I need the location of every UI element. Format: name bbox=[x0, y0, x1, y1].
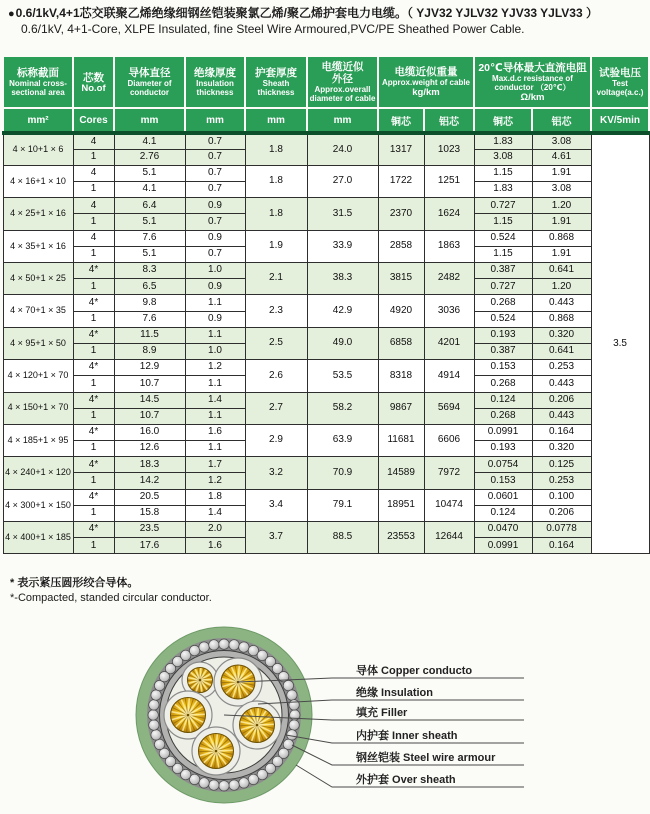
cell-sheath: 3.4 bbox=[245, 489, 307, 521]
cell-res-cu: 0.387 bbox=[474, 343, 532, 359]
cell-diameter: 10.7 bbox=[114, 408, 185, 424]
cell-res-cu: 1.15 bbox=[474, 246, 532, 262]
cell-res-cu: 0.193 bbox=[474, 441, 532, 457]
label-steel-wire-armour: 钢丝铠装 Steel wire armour bbox=[356, 752, 496, 764]
cell-res-cu: 1.83 bbox=[474, 133, 532, 149]
cell-res-al: 0.443 bbox=[532, 376, 591, 392]
cell-overall-diameter: 33.9 bbox=[307, 230, 378, 262]
unit-kv: KV/5min bbox=[591, 108, 649, 133]
cell-cores: 1 bbox=[73, 246, 114, 262]
cell-cores: 1 bbox=[73, 505, 114, 521]
cell-diameter: 12.9 bbox=[114, 360, 185, 376]
cell-weight-cu: 2858 bbox=[378, 230, 424, 262]
cell-insulation: 0.7 bbox=[185, 246, 245, 262]
cell-cores: 1 bbox=[73, 441, 114, 457]
cell-insulation: 1.8 bbox=[185, 489, 245, 505]
title-line-en: 0.6/1kV, 4+1-Core, XLPE Insulated, fine Steel Wire Armoured,PVC/PE Sheathed Power Cable. bbox=[21, 22, 525, 36]
cell-weight-al: 4201 bbox=[424, 327, 474, 359]
cell-diameter: 8.9 bbox=[114, 343, 185, 359]
cell-res-cu: 0.124 bbox=[474, 392, 532, 408]
cell-res-al: 0.641 bbox=[532, 343, 591, 359]
cell-test-voltage: 3.5 bbox=[591, 133, 649, 554]
table-row bbox=[3, 457, 649, 473]
cell-diameter: 14.5 bbox=[114, 392, 185, 408]
cell-cores: 4 bbox=[73, 198, 114, 214]
cell-weight-al: 7972 bbox=[424, 457, 474, 489]
table-row bbox=[3, 327, 649, 343]
cell-weight-al: 6606 bbox=[424, 424, 474, 456]
col-insulation-thickness: 绝缘厚度 Insulation thickness bbox=[185, 56, 245, 108]
cell-cores: 4* bbox=[73, 489, 114, 505]
table-row bbox=[3, 230, 649, 246]
cell-sheath: 2.9 bbox=[245, 424, 307, 456]
cell-res-al: 3.08 bbox=[532, 133, 591, 149]
cell-insulation: 1.1 bbox=[185, 408, 245, 424]
cell-res-cu: 1.83 bbox=[474, 182, 532, 198]
cell-area: 4 × 150+1 × 70 bbox=[3, 392, 73, 424]
cell-sheath: 2.5 bbox=[245, 327, 307, 359]
cell-insulation: 0.7 bbox=[185, 165, 245, 181]
table-row bbox=[3, 295, 649, 311]
cell-sheath: 1.8 bbox=[245, 165, 307, 197]
cell-res-al: 0.868 bbox=[532, 311, 591, 327]
cell-insulation: 0.7 bbox=[185, 133, 245, 149]
cell-res-cu: 3.08 bbox=[474, 149, 532, 165]
unit-mm-4: mm bbox=[307, 108, 378, 133]
cell-res-al: 0.320 bbox=[532, 441, 591, 457]
cell-insulation: 1.1 bbox=[185, 295, 245, 311]
cell-res-al: 0.253 bbox=[532, 473, 591, 489]
cell-insulation: 0.9 bbox=[185, 230, 245, 246]
cell-res-cu: 0.268 bbox=[474, 376, 532, 392]
cell-res-al: 0.206 bbox=[532, 392, 591, 408]
cell-diameter: 12.6 bbox=[114, 441, 185, 457]
footnote-en: *-Compacted, standed circular conductor. bbox=[10, 592, 212, 604]
cell-cores: 1 bbox=[73, 538, 114, 554]
cell-cores: 4* bbox=[73, 424, 114, 440]
cell-weight-al: 10474 bbox=[424, 489, 474, 521]
cell-overall-diameter: 27.0 bbox=[307, 165, 378, 197]
cell-res-al: 4.61 bbox=[532, 149, 591, 165]
cell-sheath: 2.3 bbox=[245, 295, 307, 327]
cell-area: 4 × 185+1 × 95 bbox=[3, 424, 73, 456]
cell-insulation: 0.9 bbox=[185, 311, 245, 327]
cell-insulation: 1.1 bbox=[185, 441, 245, 457]
label-over-sheath: 外护套 Over sheath bbox=[356, 774, 456, 786]
cell-diameter: 15.8 bbox=[114, 505, 185, 521]
cell-overall-diameter: 70.9 bbox=[307, 457, 378, 489]
cell-sheath: 1.8 bbox=[245, 198, 307, 230]
cell-res-cu: 0.524 bbox=[474, 230, 532, 246]
cell-sheath: 2.7 bbox=[245, 392, 307, 424]
cell-res-cu: 0.124 bbox=[474, 505, 532, 521]
cell-sheath: 3.7 bbox=[245, 522, 307, 554]
unit-res-al: 铝芯 bbox=[532, 108, 591, 133]
cell-diameter: 8.3 bbox=[114, 263, 185, 279]
cell-diameter: 20.5 bbox=[114, 489, 185, 505]
col-resistance: 20℃导体最大直流电阻 Max.d.c resistance of conductor （20℃） Ω/km bbox=[474, 56, 591, 108]
cell-weight-cu: 18951 bbox=[378, 489, 424, 521]
cell-weight-cu: 9867 bbox=[378, 392, 424, 424]
cell-res-cu: 0.193 bbox=[474, 327, 532, 343]
cell-sheath: 2.6 bbox=[245, 360, 307, 392]
cell-cores: 4* bbox=[73, 327, 114, 343]
title-line-zh: ●0.6/1kV,4+1芯交联聚乙烯绝缘细钢丝铠装聚氯乙烯/聚乙烯护套电力电缆。（ YJV32 YJLV32 YJV33 YJLV33 ） bbox=[8, 6, 598, 20]
cell-sheath: 1.9 bbox=[245, 230, 307, 262]
cell-weight-cu: 23553 bbox=[378, 522, 424, 554]
cell-weight-cu: 4920 bbox=[378, 295, 424, 327]
cell-res-al: 1.20 bbox=[532, 279, 591, 295]
cell-diameter: 6.4 bbox=[114, 198, 185, 214]
diagram-labels bbox=[355, 663, 496, 786]
cell-overall-diameter: 53.5 bbox=[307, 360, 378, 392]
cell-weight-cu: 14589 bbox=[378, 457, 424, 489]
cell-cores: 1 bbox=[73, 408, 114, 424]
header-row-2 bbox=[3, 108, 649, 133]
table-row bbox=[3, 360, 649, 376]
cell-area: 4 × 95+1 × 50 bbox=[3, 327, 73, 359]
label-filler: 填充 Filler bbox=[356, 707, 408, 719]
cell-res-cu: 0.153 bbox=[474, 473, 532, 489]
cell-cores: 4 bbox=[73, 133, 114, 149]
cell-cores: 4* bbox=[73, 360, 114, 376]
cell-cores: 1 bbox=[73, 149, 114, 165]
cell-res-al: 0.868 bbox=[532, 230, 591, 246]
cell-sheath: 1.8 bbox=[245, 133, 307, 165]
unit-mm-1: mm bbox=[114, 108, 185, 133]
cell-cores: 4 bbox=[73, 230, 114, 246]
cell-res-cu: 0.268 bbox=[474, 295, 532, 311]
col-cores: 芯数 No.of bbox=[73, 56, 114, 108]
table-row bbox=[3, 263, 649, 279]
unit-mm2: mm² bbox=[3, 108, 73, 133]
cell-diameter: 17.6 bbox=[114, 538, 185, 554]
col-conductor-diameter: 导体直径 Diameter of conductor bbox=[114, 56, 185, 108]
cell-insulation: 1.1 bbox=[185, 376, 245, 392]
unit-cores: Cores bbox=[73, 108, 114, 133]
cell-cores: 4* bbox=[73, 392, 114, 408]
col-area: 标称截面 Nominal cross-sectional area bbox=[3, 56, 73, 108]
cell-overall-diameter: 63.9 bbox=[307, 424, 378, 456]
cell-res-al: 0.320 bbox=[532, 327, 591, 343]
cell-weight-cu: 1317 bbox=[378, 133, 424, 165]
header-row-1 bbox=[3, 56, 649, 108]
cell-diameter: 9.8 bbox=[114, 295, 185, 311]
cell-res-cu: 0.727 bbox=[474, 198, 532, 214]
cable-cross-section-diagram bbox=[0, 612, 650, 814]
unit-res-cu: 铜芯 bbox=[474, 108, 532, 133]
cell-res-al: 1.91 bbox=[532, 246, 591, 262]
cell-diameter: 16.0 bbox=[114, 424, 185, 440]
cell-res-al: 1.91 bbox=[532, 165, 591, 181]
table-row bbox=[3, 424, 649, 440]
cell-insulation: 0.9 bbox=[185, 279, 245, 295]
cell-insulation: 1.2 bbox=[185, 360, 245, 376]
cell-res-al: 1.20 bbox=[532, 198, 591, 214]
table-row bbox=[3, 198, 649, 214]
cell-res-cu: 0.0991 bbox=[474, 424, 532, 440]
cell-res-cu: 0.0470 bbox=[474, 522, 532, 538]
cell-insulation: 1.0 bbox=[185, 263, 245, 279]
cell-insulation: 1.6 bbox=[185, 424, 245, 440]
footnote-zh: * 表示紧压圆形绞合导体。 bbox=[10, 577, 139, 589]
cell-diameter: 18.3 bbox=[114, 457, 185, 473]
label-insulation: 绝缘 Insulation bbox=[356, 687, 433, 699]
cell-res-al: 0.443 bbox=[532, 295, 591, 311]
cell-area: 4 × 120+1 × 70 bbox=[3, 360, 73, 392]
cell-area: 4 × 400+1 × 185 bbox=[3, 522, 73, 554]
cell-diameter: 5.1 bbox=[114, 214, 185, 230]
col-weight: 电缆近似重量 Approx.weight of cable kg/km bbox=[378, 56, 474, 108]
cell-diameter: 5.1 bbox=[114, 165, 185, 181]
label-inner-sheath: 内护套 Inner sheath bbox=[356, 730, 458, 742]
footnotes bbox=[10, 576, 212, 606]
cell-weight-al: 1251 bbox=[424, 165, 474, 197]
cell-res-al: 0.125 bbox=[532, 457, 591, 473]
cell-res-al: 0.100 bbox=[532, 489, 591, 505]
cell-insulation: 1.6 bbox=[185, 538, 245, 554]
label-conductor: 导体 Copper conducto bbox=[356, 665, 473, 677]
cell-overall-diameter: 42.9 bbox=[307, 295, 378, 327]
col-overall-diameter: 电缆近似外径 Approx.overall diameter of cable bbox=[307, 56, 378, 108]
cell-insulation: 0.7 bbox=[185, 214, 245, 230]
cell-res-cu: 0.727 bbox=[474, 279, 532, 295]
cell-insulation: 1.4 bbox=[185, 392, 245, 408]
cell-area: 4 × 70+1 × 35 bbox=[3, 295, 73, 327]
cell-insulation: 1.7 bbox=[185, 457, 245, 473]
cell-area: 4 × 16+1 × 10 bbox=[3, 165, 73, 197]
unit-mm-3: mm bbox=[245, 108, 307, 133]
cell-weight-al: 12644 bbox=[424, 522, 474, 554]
table-row bbox=[3, 489, 649, 505]
spec-table bbox=[2, 55, 650, 554]
cell-cores: 1 bbox=[73, 376, 114, 392]
cell-weight-cu: 2370 bbox=[378, 198, 424, 230]
cell-weight-al: 4914 bbox=[424, 360, 474, 392]
cell-overall-diameter: 24.0 bbox=[307, 133, 378, 165]
cell-res-al: 0.641 bbox=[532, 263, 591, 279]
cell-weight-cu: 11681 bbox=[378, 424, 424, 456]
cell-res-cu: 1.15 bbox=[474, 214, 532, 230]
cell-weight-cu: 1722 bbox=[378, 165, 424, 197]
cell-area: 4 × 300+1 × 150 bbox=[3, 489, 73, 521]
cell-area: 4 × 35+1 × 16 bbox=[3, 230, 73, 262]
cell-diameter: 7.6 bbox=[114, 230, 185, 246]
cell-area: 4 × 25+1 × 16 bbox=[3, 198, 73, 230]
col-sheath-thickness: 护套厚度 Sheath thickness bbox=[245, 56, 307, 108]
cell-res-al: 0.164 bbox=[532, 424, 591, 440]
cell-weight-cu: 8318 bbox=[378, 360, 424, 392]
bullet-icon: ● bbox=[8, 8, 15, 20]
cell-diameter: 7.6 bbox=[114, 311, 185, 327]
cell-res-al: 1.91 bbox=[532, 214, 591, 230]
cell-diameter: 11.5 bbox=[114, 327, 185, 343]
cell-area: 4 × 50+1 × 25 bbox=[3, 263, 73, 295]
cell-sheath: 3.2 bbox=[245, 457, 307, 489]
cell-res-al: 0.164 bbox=[532, 538, 591, 554]
cell-cores: 4* bbox=[73, 457, 114, 473]
cell-insulation: 1.4 bbox=[185, 505, 245, 521]
cell-cores: 1 bbox=[73, 311, 114, 327]
cell-weight-al: 3036 bbox=[424, 295, 474, 327]
table-row bbox=[3, 165, 649, 181]
cell-res-cu: 0.0754 bbox=[474, 457, 532, 473]
cell-res-al: 0.443 bbox=[532, 408, 591, 424]
cell-res-cu: 0.0991 bbox=[474, 538, 532, 554]
cell-cores: 4* bbox=[73, 295, 114, 311]
cell-diameter: 4.1 bbox=[114, 182, 185, 198]
cell-diameter: 14.2 bbox=[114, 473, 185, 489]
cell-insulation: 2.0 bbox=[185, 522, 245, 538]
cell-cores: 1 bbox=[73, 279, 114, 295]
cell-cores: 1 bbox=[73, 343, 114, 359]
cell-insulation: 0.7 bbox=[185, 182, 245, 198]
cell-insulation: 1.0 bbox=[185, 343, 245, 359]
cell-overall-diameter: 58.2 bbox=[307, 392, 378, 424]
unit-mm-2: mm bbox=[185, 108, 245, 133]
cell-diameter: 6.5 bbox=[114, 279, 185, 295]
cell-diameter: 5.1 bbox=[114, 246, 185, 262]
cell-res-cu: 0.153 bbox=[474, 360, 532, 376]
cell-weight-al: 5694 bbox=[424, 392, 474, 424]
cell-insulation: 1.2 bbox=[185, 473, 245, 489]
table-row bbox=[3, 392, 649, 408]
cell-cores: 1 bbox=[73, 182, 114, 198]
cell-weight-al: 1863 bbox=[424, 230, 474, 262]
cell-cores: 4* bbox=[73, 522, 114, 538]
page-title bbox=[8, 6, 598, 37]
col-test-voltage: 试验电压 Test voltage(a.c.) bbox=[591, 56, 649, 108]
cell-weight-al: 1023 bbox=[424, 133, 474, 165]
cell-area: 4 × 10+1 × 6 bbox=[3, 133, 73, 165]
cell-res-al: 0.253 bbox=[532, 360, 591, 376]
table-row bbox=[3, 133, 649, 149]
cell-overall-diameter: 88.5 bbox=[307, 522, 378, 554]
cell-res-cu: 0.268 bbox=[474, 408, 532, 424]
cell-res-cu: 1.15 bbox=[474, 165, 532, 181]
cell-res-al: 3.08 bbox=[532, 182, 591, 198]
cell-res-cu: 0.0601 bbox=[474, 489, 532, 505]
cell-cores: 1 bbox=[73, 473, 114, 489]
cell-overall-diameter: 38.3 bbox=[307, 263, 378, 295]
unit-weight-al: 铝芯 bbox=[424, 108, 474, 133]
cell-overall-diameter: 31.5 bbox=[307, 198, 378, 230]
cell-cores: 4 bbox=[73, 165, 114, 181]
table-row bbox=[3, 522, 649, 538]
cell-diameter: 2.76 bbox=[114, 149, 185, 165]
cell-diameter: 4.1 bbox=[114, 133, 185, 149]
cell-res-cu: 0.387 bbox=[474, 263, 532, 279]
cell-weight-al: 1624 bbox=[424, 198, 474, 230]
cell-diameter: 10.7 bbox=[114, 376, 185, 392]
cell-insulation: 0.9 bbox=[185, 198, 245, 214]
cell-sheath: 2.1 bbox=[245, 263, 307, 295]
cell-cores: 1 bbox=[73, 214, 114, 230]
cell-cores: 4* bbox=[73, 263, 114, 279]
cell-insulation: 1.1 bbox=[185, 327, 245, 343]
cell-diameter: 23.5 bbox=[114, 522, 185, 538]
cell-weight-al: 2482 bbox=[424, 263, 474, 295]
cell-overall-diameter: 49.0 bbox=[307, 327, 378, 359]
cell-area: 4 × 240+1 × 120 bbox=[3, 457, 73, 489]
cell-overall-diameter: 79.1 bbox=[307, 489, 378, 521]
cell-insulation: 0.7 bbox=[185, 149, 245, 165]
cell-res-cu: 0.524 bbox=[474, 311, 532, 327]
cell-weight-cu: 6858 bbox=[378, 327, 424, 359]
cell-weight-cu: 3815 bbox=[378, 263, 424, 295]
cell-res-al: 0.206 bbox=[532, 505, 591, 521]
unit-weight-cu: 铜芯 bbox=[378, 108, 424, 133]
cell-res-al: 0.0778 bbox=[532, 522, 591, 538]
